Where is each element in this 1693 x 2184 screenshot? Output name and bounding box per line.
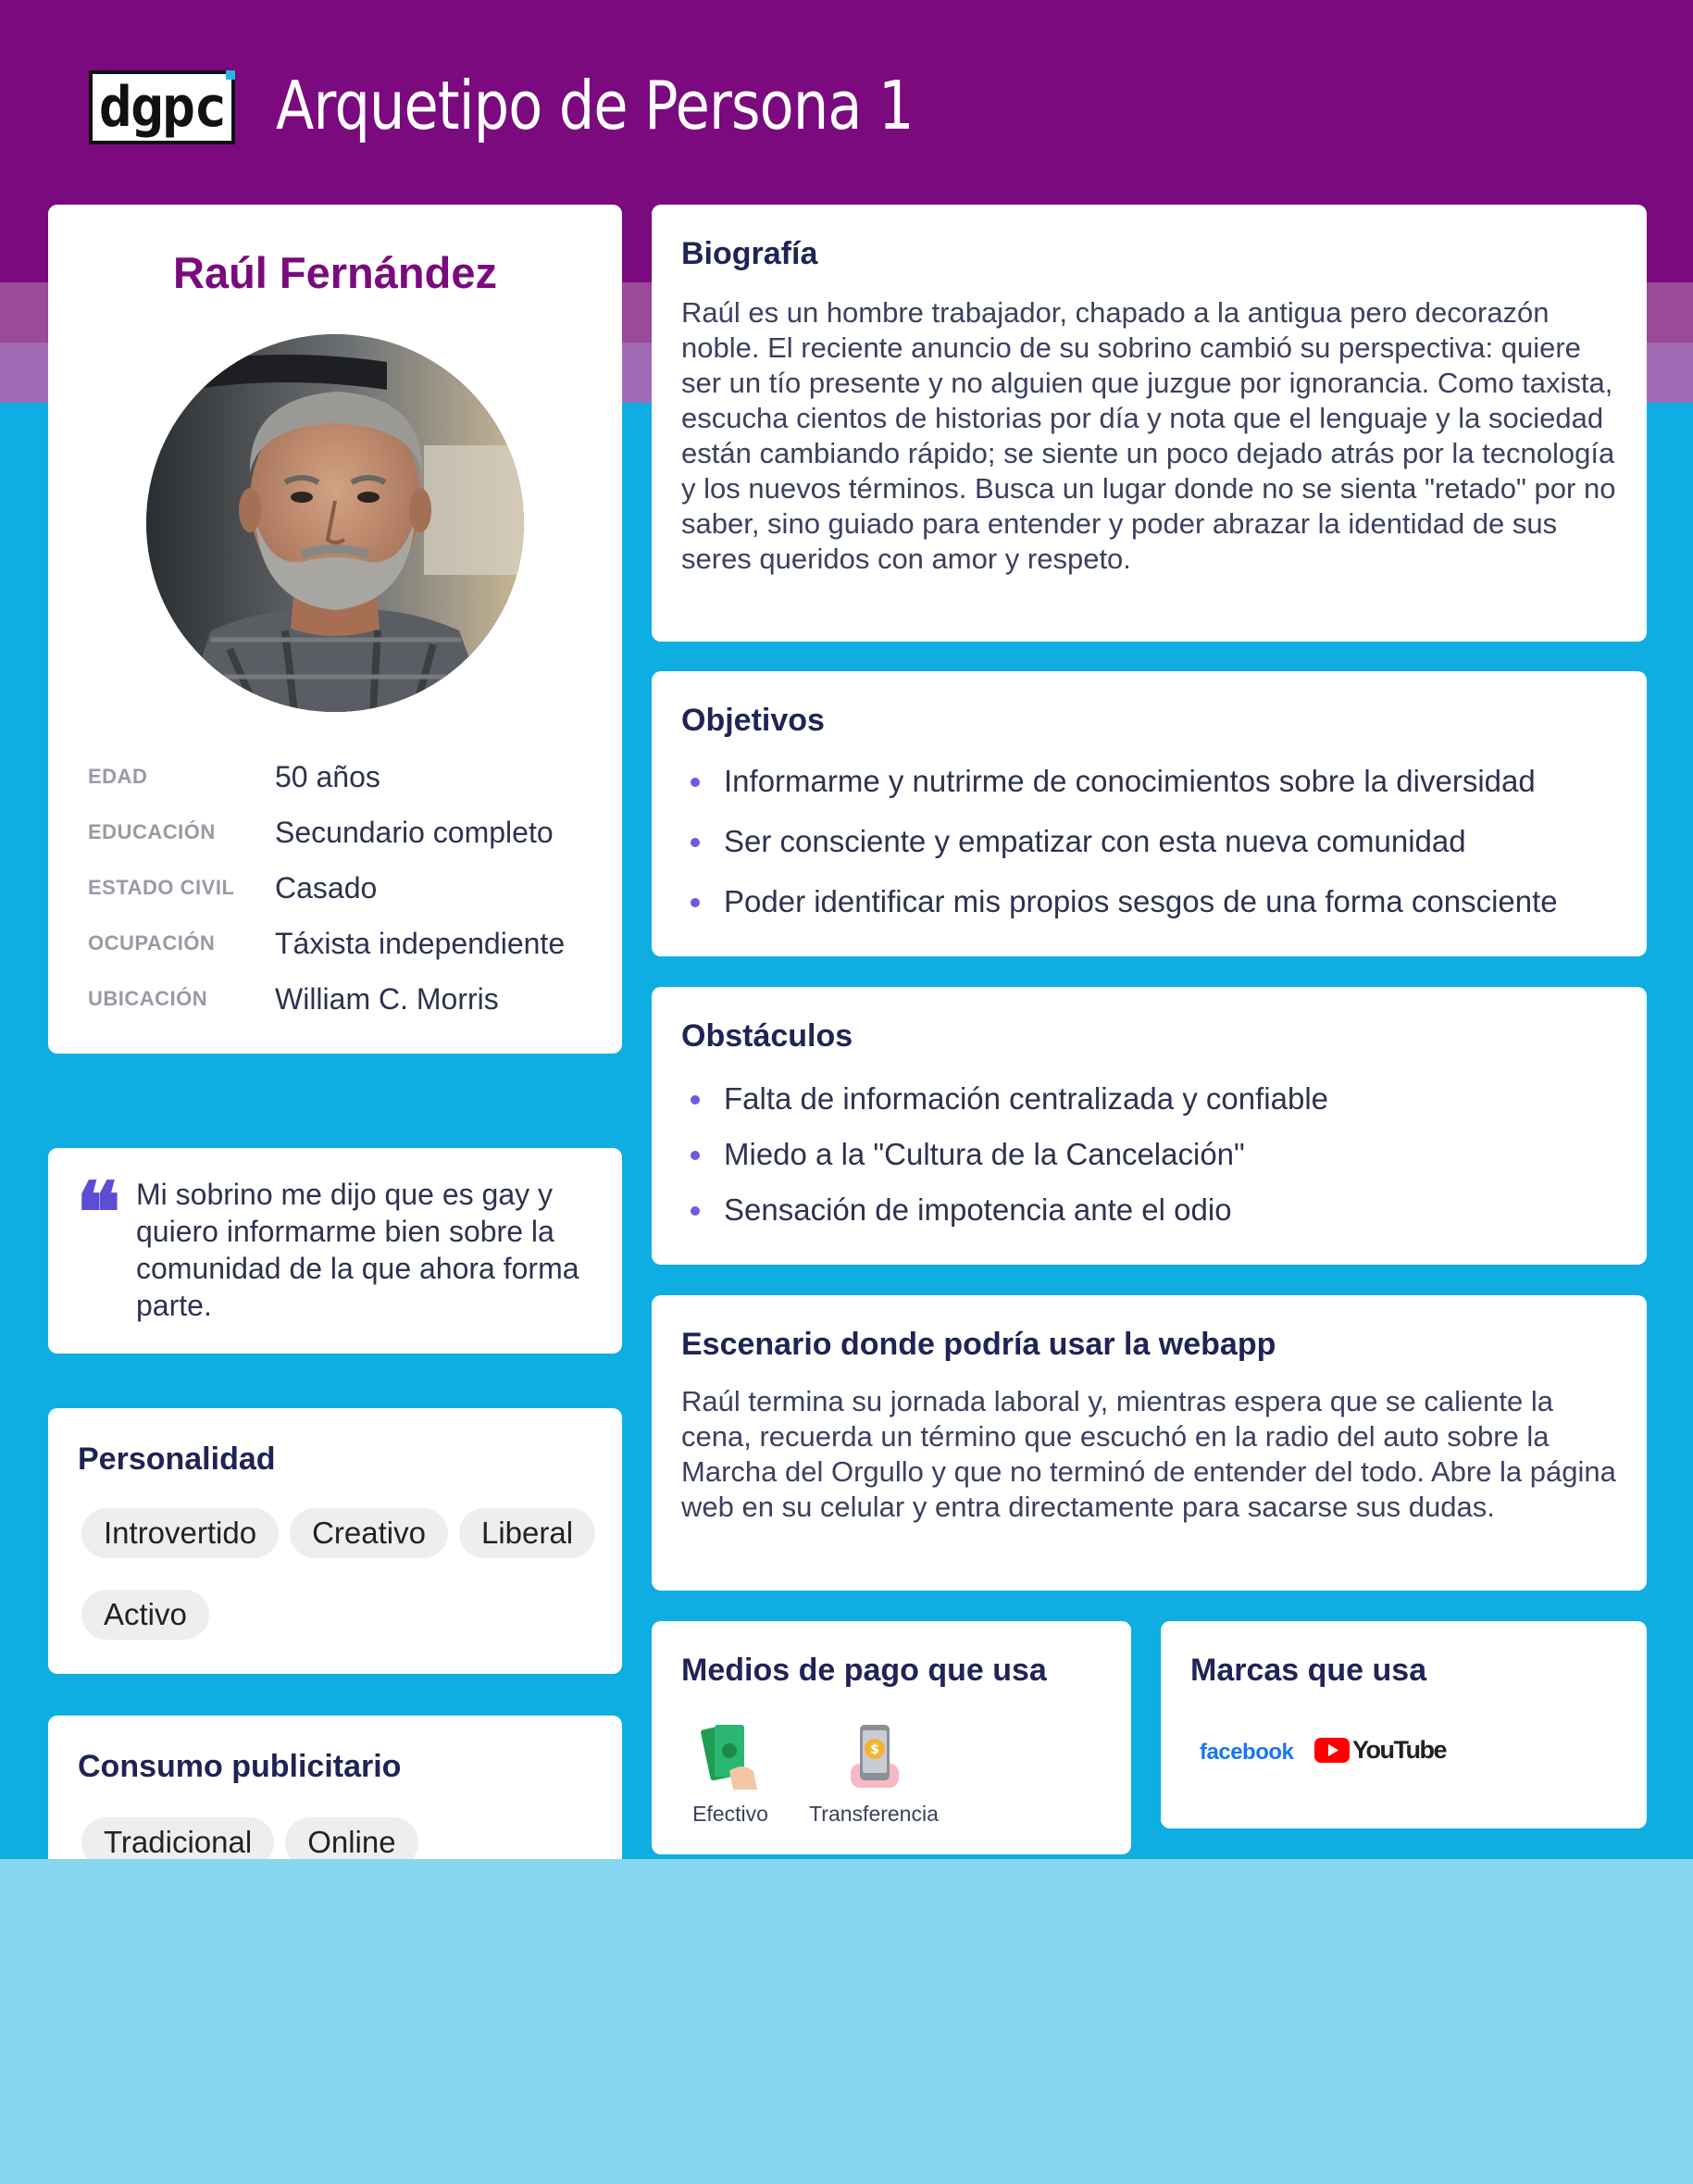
dgpc-logo: [89, 70, 235, 144]
personality-tag: Creativo: [290, 1508, 448, 1558]
list-item: Sensación de impotencia ante el odio: [691, 1192, 1625, 1228]
payment-label: Transferencia: [809, 1802, 939, 1826]
fact-value: William C. Morris: [275, 981, 499, 1016]
obstacles-card: [652, 987, 1647, 1265]
goals-list: [691, 764, 1625, 944]
persona-photo: [146, 334, 524, 712]
personality-title: Personalidad: [78, 1441, 276, 1477]
list-item: Ser consciente y empatizar con esta nueva comunidad: [691, 824, 1625, 859]
scenario-title: Escenario donde podría usar la webapp: [681, 1327, 1276, 1362]
fact-row-ubicacion: [88, 971, 606, 1027]
consumo-tags: [81, 1817, 600, 1859]
fact-value: Táxista independiente: [275, 926, 566, 960]
logo-text: dgpc: [98, 75, 226, 140]
list-item: Miedo a la "Cultura de la Cancelación": [691, 1137, 1625, 1172]
page-footer-background: [0, 1859, 1693, 2184]
personality-tags: [81, 1508, 600, 1640]
list-item: Poder identificar mis propios sesgos de una forma consciente: [691, 884, 1625, 919]
phone-transfer-icon: [841, 1721, 906, 1791]
youtube-play-icon: [1314, 1738, 1350, 1763]
scenario-card: [652, 1295, 1647, 1591]
svg-text:$: $: [870, 1742, 879, 1757]
personality-tag: Activo: [81, 1590, 209, 1640]
fact-label: ESTADO CIVIL: [88, 876, 235, 899]
youtube-logo: [1314, 1736, 1446, 1765]
profile-card: [48, 205, 622, 1054]
biography-card: [652, 205, 1647, 642]
obstacles-title: Obstáculos: [681, 1018, 853, 1054]
advertising-consumption-card: [48, 1716, 622, 1859]
fact-label: OCUPACIÓN: [88, 931, 216, 955]
fact-label: EDAD: [88, 765, 148, 788]
fact-value: 50 años: [275, 759, 380, 793]
fact-row-educacion: [88, 805, 606, 860]
scenario-text: Raúl termina su jornada laboral y, mientras espera que se caliente la cena, recuerda un término que escuchó en la radio del auto sobre la Marcha del Orgullo y que no terminó de entender del todo. Abre la página web en su celular y entra directamente para sacarse sus dudas.: [681, 1385, 1616, 1523]
persona-name: Raúl Fernández: [173, 248, 497, 297]
fact-value: Casado: [275, 870, 378, 905]
fact-row-estado-civil: [88, 860, 606, 916]
fact-label: EDUCACIÓN: [88, 820, 216, 843]
quote-mark-icon: ❝: [76, 1164, 121, 1262]
goals-card: [652, 671, 1647, 956]
personality-tag: Liberal: [459, 1508, 595, 1558]
payment-item-efectivo: [679, 1721, 781, 1827]
consumo-tag: Online: [285, 1817, 417, 1859]
brands-title: Marcas que usa: [1190, 1653, 1427, 1688]
consumo-title: Consumo publicitario: [78, 1749, 402, 1784]
persona-portrait-illustration: [146, 334, 524, 712]
facebook-logo: [1200, 1740, 1293, 1766]
personality-tag: Introvertido: [81, 1508, 279, 1558]
brands-card: [1161, 1621, 1647, 1828]
payment-item-transferencia: [800, 1721, 948, 1827]
payment-methods-card: [652, 1621, 1131, 1854]
page-title: Arquetipo de Persona 1: [276, 67, 914, 144]
fact-row-edad: [88, 749, 606, 805]
fact-row-ocupacion: [88, 916, 606, 971]
fact-label: UBICACIÓN: [88, 987, 208, 1010]
quote-text: Mi sobrino me dijo que es gay y quiero informarme bien sobre la comunidad de la que ahora forma parte.: [136, 1178, 579, 1322]
biography-text: Raúl es un hombre trabajador, chapado a la antigua pero decorazón noble. El reciente anuncio de su sobrino cambió su perspectiva: quiere ser un tío presente y no alguien que juzgue por ignorancia. Como taxista, escucha cientos de historias por día y nota que el lenguaje y la sociedad están cambiando rápido; se siente un poco dejado atrás por la tecnología y los nuevos términos. Busca un lugar donde no se sienta "retado" por no saber, sino guiado para entender y poder abrazar la identidad de sus seres queridos con amor y respeto.: [681, 296, 1616, 575]
personality-card: [48, 1408, 622, 1674]
biography-title: Biografía: [681, 236, 818, 271]
cash-icon: [698, 1721, 763, 1791]
list-item: Informarme y nutrirme de conocimientos sobre la diversidad: [691, 764, 1625, 799]
payment-methods-title: Medios de pago que usa: [681, 1653, 1047, 1688]
consumo-tag: Tradicional: [81, 1817, 274, 1859]
fact-value: Secundario completo: [275, 815, 554, 849]
quote-card: [48, 1148, 622, 1354]
goals-title: Objetivos: [681, 703, 825, 738]
logo-corner-accent: [226, 70, 235, 80]
youtube-wordmark: YouTube: [1352, 1736, 1446, 1764]
facebook-wordmark: facebook: [1200, 1740, 1294, 1765]
payment-label: Efectivo: [692, 1802, 768, 1826]
list-item: Falta de información centralizada y confiable: [691, 1081, 1625, 1117]
obstacles-list: [691, 1081, 1625, 1248]
persona-facts: [88, 749, 606, 1027]
